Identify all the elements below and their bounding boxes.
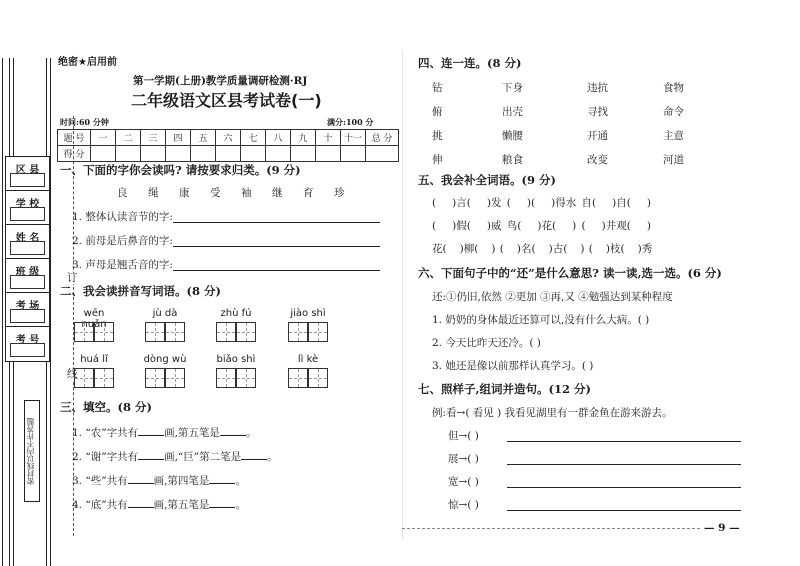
char-item: 康 [179,187,190,199]
score-cell[interactable] [266,146,291,162]
field-district[interactable]: 区 县 [5,156,50,192]
score-header-cell: 六 [216,130,241,146]
page-number: — 9 — [704,522,740,534]
fill-item: 1. “农”字共有 画,第五笔是 。 [72,427,257,439]
pinyin-word [143,354,187,390]
class-blank[interactable] [10,275,45,289]
fill-blank[interactable] [241,459,267,460]
score-row-label: 得 分 [58,146,91,162]
fill-blank[interactable] [209,507,235,508]
idiom-row[interactable]: 花( )柳( ) ( )名( )古( ) ( )枝( )秀 [432,243,653,255]
score-cell[interactable] [141,146,166,162]
score-header-cell: 七 [241,130,266,146]
sentence-line[interactable] [507,464,741,465]
score-cell[interactable] [241,146,266,162]
page-title: 二年级语文区县考试卷(一) [131,91,322,110]
match-item[interactable]: 下身 [502,82,523,94]
district-blank[interactable] [10,173,45,187]
char-item: 袖 [241,187,252,199]
fill-item: 4. “底”共有 画,第五笔是 。 [72,499,246,511]
classify-label: 2. 前母是后鼻音的字: [72,235,173,247]
classify-answer-line[interactable] [173,222,380,223]
score-cell[interactable] [341,146,366,162]
writing-grid[interactable] [165,368,185,388]
fill-blank[interactable] [138,459,164,460]
classify-label: 3. 声母是翘舌音的字: [72,259,173,271]
section6-title: 六、下面句子中的“还”是什么意思? 读一读,选一选。(6 分) [418,266,722,280]
idiom-row[interactable]: ( )假( )威 鸟( )花( ) ( )井观( ) [432,220,651,232]
score-cell[interactable] [366,146,399,162]
total-score-label: 满分:100 分 [327,117,374,127]
writing-grid[interactable] [288,322,308,342]
writing-grid[interactable] [74,322,94,342]
example-sentence: 例:看→( 看见 ) 我看见湖里有一群金鱼在游来游去。 [432,407,673,419]
score-header-row [58,130,399,146]
char-item: 继 [272,187,283,199]
score-input-row [58,146,399,162]
char-item: 珍 [334,187,345,199]
fill-blank[interactable] [209,483,235,484]
section7-title: 七、照样子,组词并造句。(12 分) [418,382,591,396]
match-item[interactable]: 懒腰 [502,130,523,142]
char-item: 受 [210,187,221,199]
score-header-cell: 三 [141,130,166,146]
compose-prompt: 宽→( ) [448,476,479,488]
meaning-options: 还:①仍旧,依然 ②更加 ③再,又 ④勉强达到某种程度 [432,291,673,303]
char-item: 绳 [148,187,159,199]
time-label: 时间:60 分钟 [60,117,109,127]
writing-grid[interactable] [145,322,165,342]
section4-title: 四、连一连。(8 分) [418,56,522,70]
match-item[interactable]: 寻找 [587,106,608,118]
score-header-cell: 十 [316,130,341,146]
score-cell[interactable] [191,146,216,162]
secret-label: 绝密★启用前 [58,57,117,68]
field-name[interactable]: 姓 名 [5,224,50,260]
score-header-cell: 十一 [341,130,366,146]
writing-grid[interactable] [308,322,328,342]
meaning-question[interactable]: 2. 今天比昨天还冷。( ) [432,337,541,349]
meaning-question[interactable]: 1. 奶奶的身体最近还算可以,没有什么大病。( ) [432,314,650,326]
section1-title: 一、下面的字你会读吗? 请按要求归类。(9 分) [60,163,301,177]
score-cell[interactable] [166,146,191,162]
score-cell[interactable] [216,146,241,162]
pinyin-text: lì kè [297,354,319,365]
fill-blank[interactable] [220,435,246,436]
score-cell[interactable] [291,146,316,162]
writing-grid[interactable] [308,368,328,388]
score-cell[interactable] [316,146,341,162]
margin-rule [50,58,51,566]
fill-blank[interactable] [138,435,164,436]
match-item[interactable]: 改变 [587,154,608,166]
pinyin-word [72,308,116,344]
pinyin-text: zhù fú [220,308,252,319]
pinyin-word [72,354,116,390]
binding-char: 订 [67,272,78,284]
score-header-cell: 二 [116,130,141,146]
score-header-cell: 八 [266,130,291,146]
score-header-cell: 一 [91,130,116,146]
writing-grid[interactable] [288,368,308,388]
match-item[interactable]: 开通 [587,130,608,142]
section5-title: 五、我会补全词语。(9 分) [418,173,556,187]
match-item[interactable]: 违抗 [587,82,608,94]
score-header-cell: 题 号 [58,130,91,146]
score-cell[interactable] [91,146,116,162]
char-item: 育 [303,187,314,199]
writing-grid[interactable] [145,368,165,388]
compose-prompt: 惊→( ) [448,499,479,511]
compose-prompt: 但→( ) [448,430,479,442]
margin-rule [2,58,3,566]
no-answer-notice: 密封线以内不许答题 [26,417,35,485]
match-item[interactable]: 挑 [432,130,443,142]
section2-title: 二、我会读拼音写词语。(8 分) [60,284,221,298]
match-item[interactable]: 命令 [663,106,684,118]
fill-item: 3. “些”共有 画,第四笔是 。 [72,475,246,487]
classify-answer-line[interactable] [173,246,380,247]
name-blank[interactable] [10,241,45,255]
score-header-cell: 九 [291,130,316,146]
writing-grid[interactable] [165,322,185,342]
char-item: 良 [117,187,128,199]
sentence-line[interactable] [507,441,741,442]
field-room[interactable]: 考 场 [5,292,50,328]
footer-rule [402,528,700,529]
exam-series: 第一学期(上册)教学质量调研检测·RJ [133,75,308,87]
field-class[interactable]: 班 级 [5,258,50,294]
match-item[interactable]: 出壳 [502,106,523,118]
writing-grid[interactable] [94,322,114,342]
match-item[interactable]: 食物 [663,82,684,94]
fill-item: 2. “谢”字共有 画,“巨”第二笔是 。 [72,451,278,463]
fill-blank[interactable] [128,507,154,508]
classify-label: 1. 整体认读音节的字: [72,211,173,223]
compose-prompt: 展→( ) [448,453,479,465]
writing-grid[interactable] [236,368,256,388]
pinyin-text: jù dà [152,308,178,319]
score-table [57,129,399,162]
pinyin-word [214,354,258,390]
match-item[interactable]: 粮食 [502,154,523,166]
pinyin-text: jiào shì [290,308,326,319]
writing-grid[interactable] [216,322,236,342]
pinyin-word [286,308,330,344]
field-exam-number[interactable]: 考 号 [5,326,50,362]
pinyin-text: dòng wù [143,354,187,365]
exam-number-blank[interactable] [10,343,45,357]
writing-grid[interactable] [216,368,236,388]
classify-answer-line[interactable] [173,270,380,271]
score-header-cell: 总 分 [366,130,399,146]
section3-title: 三、填空。(8 分) [60,400,152,414]
field-school[interactable]: 学 校 [5,190,50,226]
match-item[interactable]: 俯 [432,106,443,118]
match-item[interactable]: 河道 [663,154,684,166]
match-item[interactable]: 主意 [663,130,684,142]
room-blank[interactable] [10,309,45,323]
pinyin-text: huá lǐ [80,354,108,365]
page-divider [402,50,403,540]
sentence-line[interactable] [507,487,741,488]
writing-grid[interactable] [236,322,256,342]
idiom-row[interactable]: ( )言( )发 ( )( )得水 自( )自( ) [432,197,651,209]
pinyin-word [214,308,258,344]
score-cell[interactable] [116,146,141,162]
match-item[interactable]: 伸 [432,154,443,166]
pinyin-word [286,354,330,390]
binding-char: 线 [67,368,78,380]
fill-blank[interactable] [128,483,154,484]
writing-grid[interactable] [74,368,94,388]
writing-grid[interactable] [94,368,114,388]
score-header-cell: 四 [166,130,191,146]
pinyin-text: biǎo shì [216,354,256,365]
score-header-cell: 五 [191,130,216,146]
match-item[interactable]: 钻 [432,82,443,94]
pinyin-text: wēn nuǎn [81,308,107,330]
meaning-question[interactable]: 3. 她还是像以前那样认真学习。( ) [432,360,594,372]
sentence-line[interactable] [507,510,741,511]
no-answer-box [24,400,40,502]
school-blank[interactable] [10,207,45,221]
pinyin-word [143,308,187,344]
